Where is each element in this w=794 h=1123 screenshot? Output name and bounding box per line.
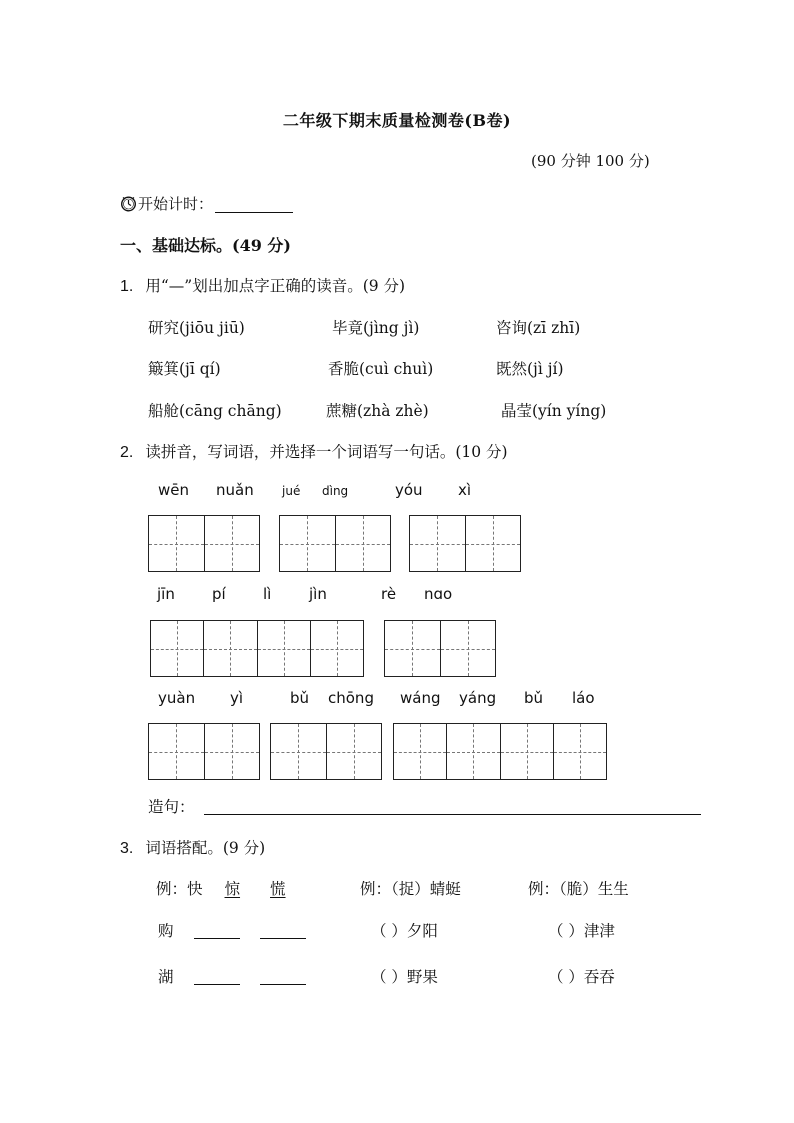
pinyin-label: bǔ	[290, 689, 310, 707]
answer-blank[interactable]	[194, 924, 240, 939]
example-2: 例：（捉）蜻蜓	[360, 880, 461, 898]
reading-item[interactable]: 船舱(cāng chāng)	[148, 402, 282, 420]
pinyin-label: bǔ	[524, 689, 544, 707]
question-1	[120, 274, 405, 296]
reading-item[interactable]: 簸箕(jī qí)	[148, 360, 221, 378]
answer-blank[interactable]	[260, 924, 306, 939]
question-text: 读拼音，写词语，并选择一个词语写一句话。(10 分)	[145, 443, 508, 461]
pinyin-label: chōng	[328, 689, 374, 707]
reading-item[interactable]: 研究(jiōu jiū)	[148, 319, 245, 337]
example-3: 例：（脆）生生	[528, 880, 629, 898]
reading-item[interactable]: 蔗糖(zhà zhè)	[326, 402, 429, 420]
pinyin-label: yóu	[395, 481, 423, 499]
pinyin-label: pí	[212, 585, 226, 603]
pinyin-label: jué	[282, 484, 301, 498]
writing-grid[interactable]	[393, 723, 607, 780]
question-number: 1.	[120, 278, 134, 295]
timer-label: 开始计时：	[138, 195, 214, 213]
sentence-label: 造句：	[148, 798, 195, 816]
pinyin-label: nɑo	[424, 585, 453, 603]
example-answer: 惊	[224, 880, 241, 898]
pinyin-label: lì	[263, 585, 272, 603]
pinyin-label: yì	[230, 689, 244, 707]
question-text: 用“—”划出加点字正确的读音。(9 分)	[145, 277, 406, 295]
timer-row	[120, 193, 293, 214]
match-item[interactable]: （ ）夕阳	[371, 922, 438, 940]
time-score-info: (90 分钟 100 分)	[531, 152, 650, 170]
match-item[interactable]: （ ）野果	[371, 968, 438, 986]
question-text: 词语搭配。(9 分)	[145, 839, 266, 857]
pinyin-label: rè	[381, 585, 397, 603]
reading-item[interactable]: 咨询(zī zhī)	[496, 319, 581, 337]
writing-grid[interactable]	[148, 723, 260, 780]
sentence-line[interactable]	[204, 797, 701, 815]
example-prefix: 例：快	[156, 880, 203, 898]
match-char: 购	[158, 922, 174, 940]
pinyin-label: yáng	[459, 689, 497, 707]
writing-grid[interactable]	[409, 515, 521, 572]
reading-item[interactable]: 既然(jì jí)	[496, 360, 564, 378]
writing-grid[interactable]	[384, 620, 496, 677]
match-item[interactable]: （ ）吞吞	[548, 968, 615, 986]
pinyin-label: jìn	[309, 585, 327, 603]
question-number: 3.	[120, 840, 134, 857]
pinyin-label: xì	[458, 481, 472, 499]
pinyin-label: yuàn	[158, 689, 196, 707]
example-1	[156, 877, 286, 899]
pinyin-label: láo	[572, 689, 595, 707]
timer-blank[interactable]	[215, 196, 293, 213]
pinyin-label: wēn	[158, 481, 190, 499]
match-char: 湖	[158, 968, 174, 986]
writing-grid[interactable]	[148, 515, 260, 572]
reading-item[interactable]: 毕竟(jìng jì)	[332, 319, 420, 337]
section-heading: 一、基础达标。(49 分)	[120, 236, 291, 255]
match-row-1	[158, 919, 306, 941]
writing-grid[interactable]	[279, 515, 391, 572]
pinyin-label: dìng	[322, 484, 349, 498]
pinyin-label: jīn	[157, 585, 175, 603]
writing-grid[interactable]	[150, 620, 364, 677]
pinyin-label: wáng	[400, 689, 441, 707]
pinyin-label: nuǎn	[216, 481, 254, 499]
reading-item[interactable]: 晶莹(yín yíng)	[501, 402, 607, 420]
answer-blank[interactable]	[260, 970, 306, 985]
example-answer: 慌	[270, 880, 286, 898]
page-title: 二年级下期末质量检测卷(B卷)	[282, 111, 512, 130]
match-item[interactable]: （ ）津津	[548, 922, 615, 940]
question-2	[120, 440, 508, 462]
writing-grid[interactable]	[270, 723, 382, 780]
clock-icon	[120, 195, 137, 212]
question-3	[120, 836, 265, 858]
reading-item[interactable]: 香脆(cuì chuì)	[328, 360, 434, 378]
question-number: 2.	[120, 444, 134, 461]
match-row-2	[158, 965, 306, 987]
answer-blank[interactable]	[194, 970, 240, 985]
